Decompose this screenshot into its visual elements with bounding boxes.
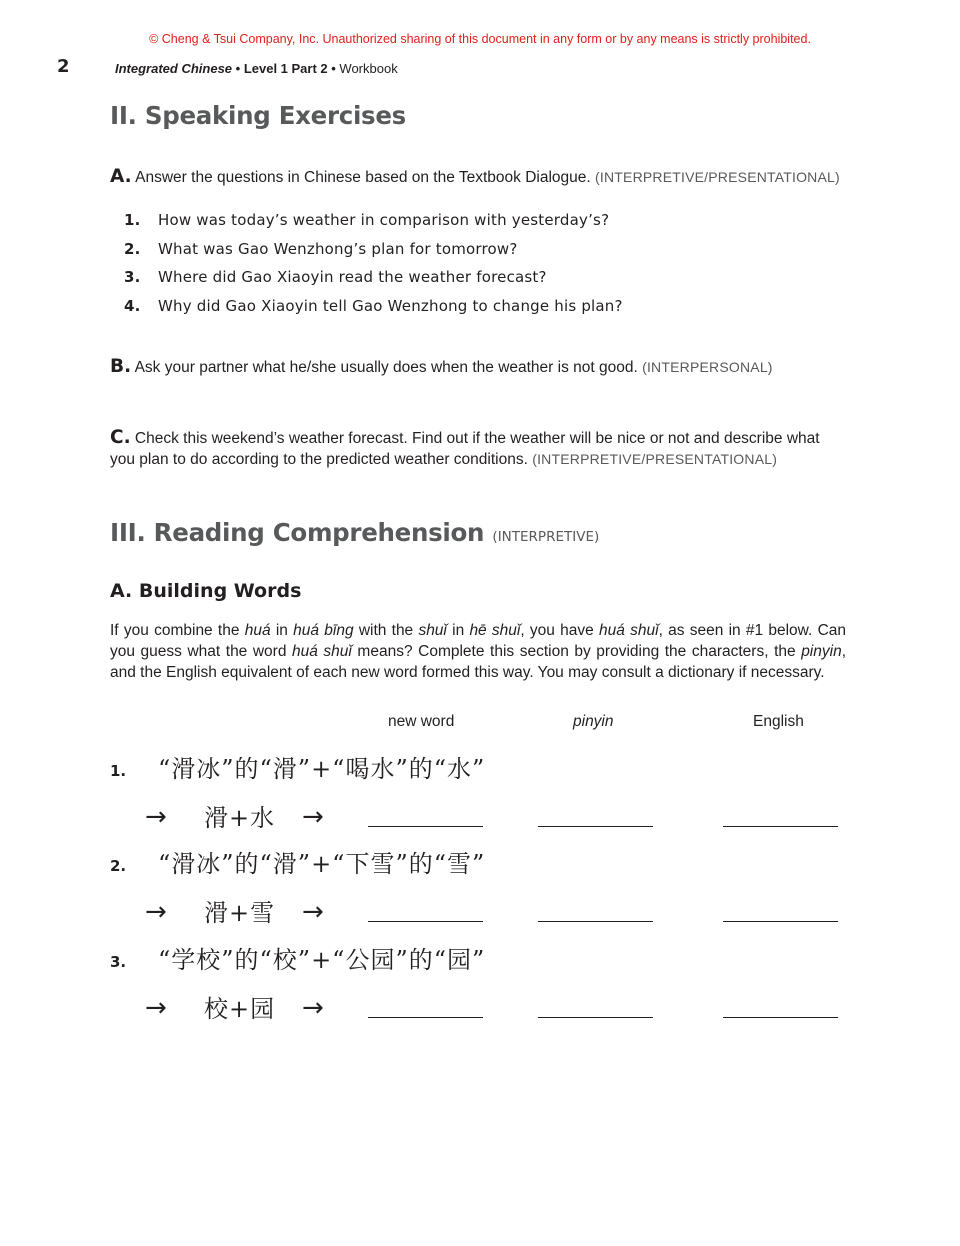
section-letter: C. <box>110 427 131 448</box>
text-run: in <box>446 622 470 639</box>
separator: • <box>232 61 244 76</box>
question-number: 2. <box>124 240 141 258</box>
pinyin-term: huá <box>244 622 271 639</box>
mode-tag: (INTERPRETIVE/PRESENTATIONAL) <box>595 169 840 185</box>
question-item <box>124 211 609 229</box>
pinyin-answer-line[interactable] <box>538 921 653 922</box>
column-header-pinyin: pinyin <box>573 713 614 730</box>
pinyin-term: huá shuǐ <box>599 622 659 639</box>
source-words: “滑冰”的“滑”+“喝水”的“水” <box>158 755 486 783</box>
text-run: , as seen in #1 below. Can you guess what the word <box>110 622 847 660</box>
mode-tag: (INTERPRETIVE) <box>492 529 600 545</box>
pinyin-answer-line[interactable] <box>538 1017 653 1018</box>
item-number: 1. <box>110 762 127 780</box>
item-number: 3. <box>110 953 127 971</box>
speaking-a-prompt <box>110 166 846 188</box>
new-word-answer-line[interactable] <box>368 921 483 922</box>
book-level: Level 1 Part 2 <box>243 61 328 76</box>
page-number: 2 <box>57 56 70 77</box>
item-number: 2. <box>110 857 127 875</box>
separator: • <box>327 61 340 76</box>
copyright-notice: © Cheng & Tsui Company, Inc. Unauthorized sharing of this document in any form or by any means is strictly prohibited. <box>149 32 811 46</box>
column-header-new-word: new word <box>388 713 455 730</box>
speaking-b-prompt <box>110 356 846 378</box>
speaking-c-prompt <box>110 427 846 470</box>
arrow-right-icon: → <box>145 802 167 832</box>
section-letter: B. <box>110 356 132 377</box>
prompt-text: Check this weekend’s weather forecast. Find out if the weather will be nice or not and describe what you plan to do according to the predicted weather conditions. <box>110 430 820 468</box>
text-run: If you combine the <box>110 622 245 639</box>
question-text: What was Gao Wenzhong’s plan for tomorrow? <box>158 240 518 258</box>
text-run: , you have <box>520 622 600 639</box>
question-text: How was today’s weather in comparison with yesterday’s? <box>158 211 610 229</box>
mode-tag: (INTERPRETIVE/PRESENTATIONAL) <box>532 451 778 467</box>
pinyin-term: huá bīng <box>293 622 354 639</box>
building-words-heading: A. Building Words <box>110 580 302 602</box>
source-words: “滑冰”的“滑”+“下雪”的“雪” <box>158 850 486 878</box>
text-run: , and the English equivalent of each new word formed this way. You may consult a dictionary if necessary. <box>110 643 846 681</box>
column-header-english: English <box>753 713 804 730</box>
pinyin-term: hē shuǐ <box>469 622 521 639</box>
question-number: 4. <box>124 297 141 315</box>
question-item <box>124 297 623 315</box>
question-item <box>124 268 547 286</box>
english-answer-line[interactable] <box>723 826 838 827</box>
section-letter: A. <box>110 166 132 187</box>
english-answer-line[interactable] <box>723 1017 838 1018</box>
pinyin-term: shuǐ <box>418 622 447 639</box>
arrow-right-icon: → <box>145 897 167 927</box>
running-head <box>115 61 398 76</box>
text-run: in <box>270 622 294 639</box>
reading-heading <box>110 518 599 547</box>
question-text: Why did Gao Xiaoyin tell Gao Wenzhong to change his plan? <box>158 297 623 315</box>
arrow-right-icon: → <box>302 897 324 927</box>
prompt-text: Answer the questions in Chinese based on the Textbook Dialogue. <box>131 169 596 186</box>
new-word-answer-line[interactable] <box>368 826 483 827</box>
mode-tag: (INTERPERSONAL) <box>642 359 773 375</box>
reading-heading-text: III. Reading Comprehension <box>110 518 485 547</box>
pinyin-term: pinyin <box>801 643 842 660</box>
book-title: Integrated Chinese <box>115 61 233 76</box>
source-words: “学校”的“校”+“公园”的“园” <box>158 946 486 974</box>
pinyin-answer-line[interactable] <box>538 826 653 827</box>
question-item <box>124 240 518 258</box>
combined-characters: 滑+水 <box>204 804 276 832</box>
question-text: Where did Gao Xiaoyin read the weather forecast? <box>158 268 547 286</box>
arrow-right-icon: → <box>145 993 167 1023</box>
book-type: Workbook <box>339 61 398 76</box>
text-run: means? Complete this section by providing the characters, the <box>351 643 802 660</box>
question-number: 1. <box>124 211 141 229</box>
arrow-right-icon: → <box>302 993 324 1023</box>
arrow-right-icon: → <box>302 802 324 832</box>
combined-characters: 滑+雪 <box>204 899 276 927</box>
prompt-text: Ask your partner what he/she usually does when the weather is not good. <box>131 359 643 376</box>
text-run: with the <box>353 622 419 639</box>
english-answer-line[interactable] <box>723 921 838 922</box>
new-word-answer-line[interactable] <box>368 1017 483 1018</box>
combined-characters: 校+园 <box>204 995 276 1023</box>
building-words-instructions <box>110 620 846 683</box>
speaking-heading: II. Speaking Exercises <box>110 101 406 130</box>
pinyin-term: huá shuǐ <box>292 643 352 660</box>
question-number: 3. <box>124 268 141 286</box>
